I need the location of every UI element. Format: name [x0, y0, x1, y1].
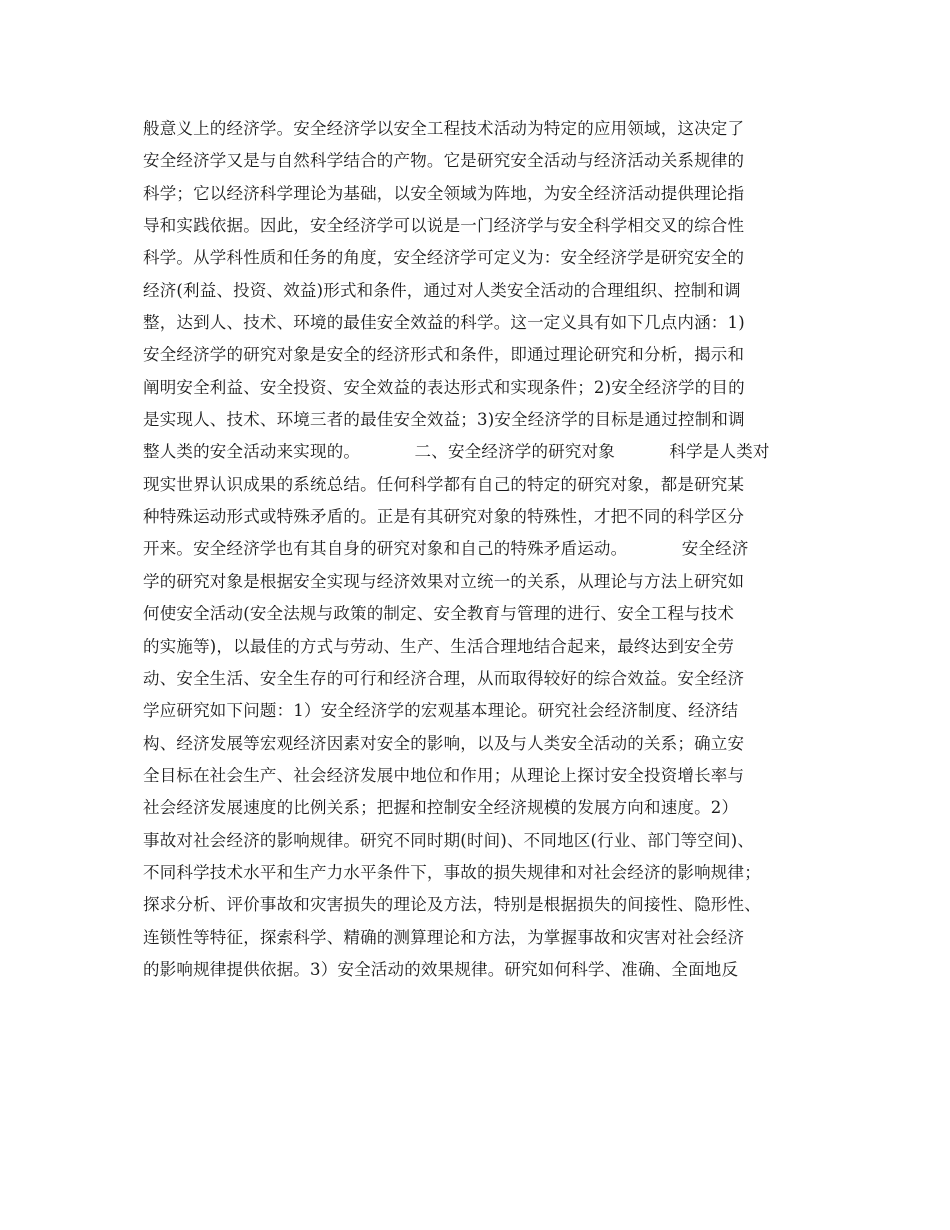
text-line-5: 科学。从学科性质和任务的角度，安全经济学可定义为：安全经济学是研究安全的: [143, 248, 745, 268]
text-line-16: 何使安全活动(安全法规与政策的制定、安全教育与管理的进行、安全工程与技术: [143, 604, 735, 624]
text-line-13: 种特殊运动形式或特殊矛盾的。正是有其研究对象的特殊性，才把不同的科学区分: [143, 507, 745, 527]
body-text: [143, 113, 823, 986]
text-line-19: 学应研究如下问题：1）安全经济学的宏观基本理论。研究社会经济制度、经济结: [143, 701, 739, 721]
text-line-7: 整，达到人、技术、环境的最佳安全效益的科学。这一定义具有如下几点内涵：1): [143, 313, 745, 333]
text-line-11: 整人类的安全活动来实现的。 二、安全经济学的研究对象 科学是人类对: [143, 442, 770, 462]
text-line-3: 科学；它以经济科学理论为基础，以安全领域为阵地，为安全经济活动提供理论指: [143, 183, 745, 203]
text-line-25: 探求分析、评价事故和灾害损失的理论及方法，特别是根据损失的间接性、隐形性、: [143, 895, 761, 915]
text-line-20: 构、经济发展等宏观经济因素对安全的影响，以及与人类安全活动的关系；确立安: [143, 733, 745, 753]
text-line-17: 的实施等)，以最佳的方式与劳动、生产、生活合理地结合起来，最终达到安全劳: [143, 636, 735, 656]
text-line-6: 经济(利益、投资、效益)形式和条件，通过对人类安全活动的合理组织、控制和调: [143, 280, 741, 300]
text-line-9: 阐明安全利益、安全投资、安全效益的表达形式和实现条件；2)安全经济学的目的: [143, 377, 745, 397]
text-line-8: 安全经济学的研究对象是安全的经济形式和条件，即通过理论研究和分析，揭示和: [143, 345, 745, 365]
text-line-10: 是实现人、技术、环境三者的最佳安全效益；3)安全经济学的目标是通过控制和调: [143, 410, 745, 430]
text-line-12: 现实世界认识成果的系统总结。任何科学都有自己的特定的研究对象，都是研究某: [143, 474, 745, 494]
text-line-26: 连锁性等特征，探索科学、精确的测算理论和方法，为掌握事故和灾害对社会经济: [143, 927, 745, 947]
text-line-14: 开来。安全经济学也有其自身的研究对象和自己的特殊矛盾运动。 安全经济: [143, 539, 749, 559]
text-line-27: 的影响规律提供依据。3）安全活动的效果规律。研究如何科学、准确、全面地反: [143, 959, 739, 979]
text-line-23: 事故对社会经济的影响规律。研究不同时期(时间)、不同地区(行业、部门等空间)、: [143, 830, 755, 850]
text-line-15: 学的研究对象是根据安全实现与经济效果对立统一的关系，从理论与方法上研究如: [143, 571, 745, 591]
text-line-24: 不同科学技术水平和生产力水平条件下，事故的损失规律和对社会经济的影响规律；: [143, 862, 761, 882]
text-line-22: 社会经济发展速度的比例关系；把握和控制安全经济规模的发展方向和速度。2）: [143, 798, 739, 818]
text-line-18: 动、安全生活、安全生存的可行和经济合理，从而取得较好的综合效益。安全经济: [143, 668, 745, 688]
text-line-1: 般意义上的经济学。安全经济学以安全工程技术活动为特定的应用领域，这决定了: [143, 119, 745, 138]
text-line-4: 导和实践依据。因此，安全经济学可以说是一门经济学与安全科学相交叉的综合性: [143, 216, 745, 236]
text-line-21: 全目标在社会生产、社会经济发展中地位和作用；从理论上探讨安全投资增长率与: [143, 765, 745, 785]
text-line-2: 安全经济学又是与自然科学结合的产物。它是研究安全活动与经济活动关系规律的: [143, 151, 745, 171]
